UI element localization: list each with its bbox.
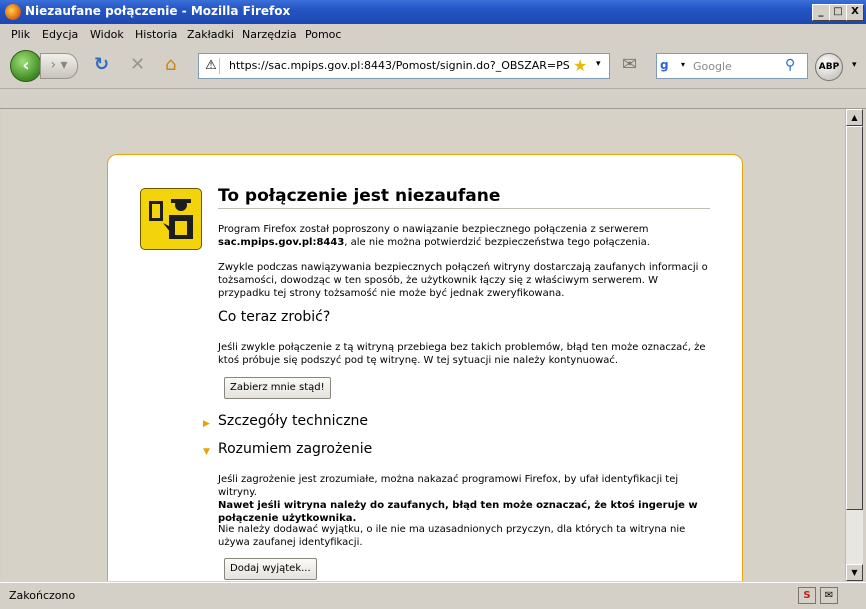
addon-status-icon[interactable]: S <box>798 587 816 604</box>
menu-edycja[interactable]: Edycja <box>42 28 79 41</box>
forward-button[interactable] <box>40 53 78 79</box>
intro-paragraph <box>218 223 713 249</box>
status-bar <box>0 582 866 609</box>
page-title: To połączenie jest niezaufane <box>218 186 710 209</box>
url-dropdown-icon[interactable]: ▾ <box>596 59 601 69</box>
scroll-down-button[interactable]: ▼ <box>846 564 863 581</box>
back-arrow-icon: ‹ <box>22 55 30 76</box>
menu-pomoc[interactable]: Pomoc <box>305 28 342 41</box>
url-text[interactable]: https://sac.mpips.gov.pl:8443/Pomost/signin.do?_OBSZAR=PS <box>229 59 570 72</box>
menu-zakladki[interactable]: Zakładki <box>187 28 234 41</box>
menu-plik[interactable]: Plik <box>11 28 31 41</box>
understand-risks-heading[interactable]: Rozumiem zagrożenie <box>218 441 373 457</box>
stop-icon[interactable]: ✕ <box>130 54 146 75</box>
title-bar <box>0 0 866 24</box>
adblock-plus-button[interactable]: ABP <box>815 53 843 81</box>
toolbar-overflow-icon[interactable]: ▾ <box>852 60 857 70</box>
security-officer-icon <box>140 188 202 250</box>
error-box <box>107 154 743 581</box>
risk-text: Jeśli zagrożenie jest zrozumiałe, można nakazać programowi Firefox, by ufał identyfikacji tej witryny. <box>218 474 679 498</box>
close-button[interactable]: X <box>846 4 864 21</box>
collapsed-triangle-icon[interactable]: ▶ <box>203 419 210 429</box>
intro-text: Program Firefox został poproszony o nawiązanie bezpiecznego połączenia z serwerem <box>218 224 649 235</box>
status-mail-icon[interactable]: ✉ <box>820 587 838 604</box>
mail-icon[interactable]: ✉ <box>622 54 638 75</box>
risk-bold-text: Nawet jeśli witryna należy do zaufanych, błąd ten może oznaczać, że ktoś ingeruje w połączenie użytkownika. <box>218 500 698 524</box>
search-icon[interactable]: ⚲ <box>785 57 796 73</box>
exception-paragraph: Nie należy dodawać wyjątku, o ile nie ma uzasadnionych przyczyn, dla których ta witryna nie używa zaufanej identyfikacji. <box>218 524 686 548</box>
forward-arrow-icon: › ▾ <box>50 57 68 73</box>
expanded-triangle-icon[interactable]: ▼ <box>203 447 210 457</box>
menu-narzedzia[interactable]: Narzędzia <box>242 28 297 41</box>
bookmark-star-icon[interactable]: ★ <box>573 56 588 75</box>
back-button[interactable] <box>10 50 42 82</box>
status-text: Zakończono <box>9 589 76 602</box>
what-to-do-paragraph: Jeśli zwykle połączenie z tą witryną przebiega bez takich problemów, błąd ten może oznaczać, że ktoś próbuje się podszyć pod tę witrynę. W tej sytuacji nie należy kontynuować. <box>218 342 706 366</box>
reload-icon[interactable]: ↻ <box>94 54 110 75</box>
add-exception-button[interactable]: Dodaj wyjątek... <box>224 558 317 580</box>
page-content <box>3 109 844 581</box>
home-icon[interactable]: ⌂ <box>165 54 177 75</box>
url-bar[interactable] <box>198 53 610 79</box>
what-to-do-heading: Co teraz zrobić? <box>218 309 331 325</box>
get-me-out-button[interactable]: Zabierz mnie stąd! <box>224 377 331 399</box>
intro-host: sac.mpips.gov.pl:8443 <box>218 237 345 248</box>
engine-dropdown-icon[interactable]: ▾ <box>681 60 686 69</box>
minimize-button[interactable]: _ <box>812 4 830 21</box>
scroll-up-button[interactable]: ▲ <box>846 109 863 126</box>
search-input[interactable]: Google <box>693 60 732 73</box>
vertical-scrollbar[interactable] <box>845 109 863 581</box>
maximize-button[interactable]: □ <box>829 4 847 21</box>
technical-details-heading[interactable]: Szczegóły techniczne <box>218 413 369 429</box>
window-title: Niezaufane połączenie - Mozilla Firefox <box>25 4 291 18</box>
google-engine-icon[interactable]: g <box>660 58 669 72</box>
scroll-thumb[interactable] <box>846 126 863 510</box>
menu-bar <box>0 24 866 44</box>
tab-strip <box>0 89 866 109</box>
warning-icon[interactable]: ⚠ <box>203 58 220 74</box>
intro-tail: , ale nie można potwierdzić bezpieczeństwa tego połączenia. <box>344 237 650 248</box>
menu-widok[interactable]: Widok <box>90 28 124 41</box>
risk-paragraph <box>218 473 713 525</box>
search-bar[interactable] <box>656 53 808 79</box>
identity-paragraph: Zwykle podczas nawiązywania bezpiecznych połączeń witryny dostarczają zaufanych informacji o tożsamości, dowodząc w ten sposób, że użytkownik łączy się z właściwym serwerem. W przypadku tej strony tożsamość nie może być jednak zweryfikowana. <box>218 262 708 299</box>
menu-historia[interactable]: Historia <box>135 28 178 41</box>
firefox-icon <box>5 4 21 20</box>
